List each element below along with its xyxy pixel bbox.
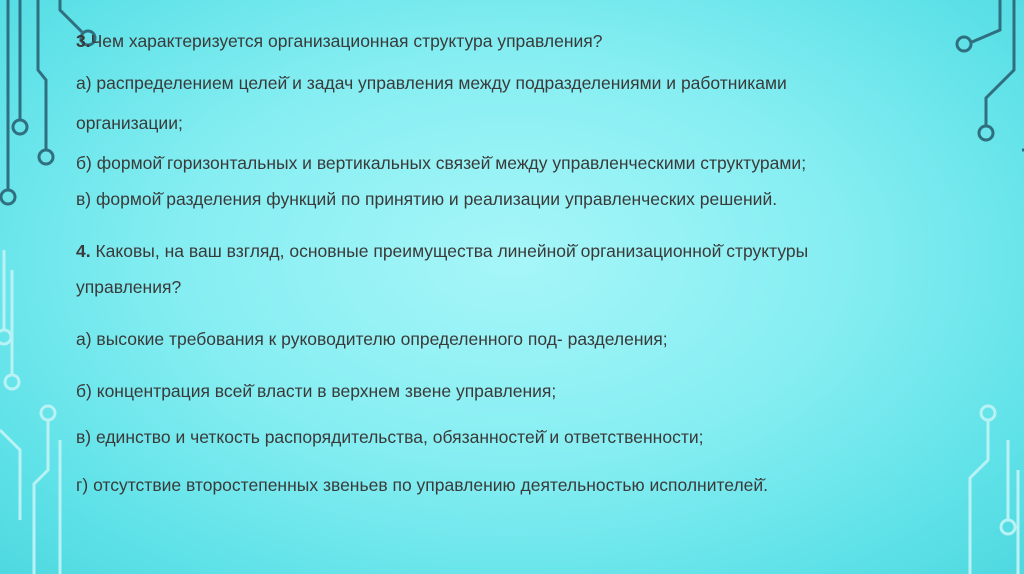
question-3-number: 3. [76,31,91,51]
question-3-text: Чем характеризуется организационная структура управления? [90,31,603,51]
question-4-text-cont: управления? [76,277,182,297]
question-3-option-b: б) формой̆ горизонтальных и вертикальных связей̆ между управленческими структурами; [76,153,807,173]
question-4-option-c: в) единство и четкость распорядительства, обязанностей̆ и ответственности; [76,427,704,447]
question-3-option-a-cont: организации; [76,113,183,133]
circuit-light-lines [0,250,1018,574]
question-4-option-b: б) концентрация всей̆ власти в верхнем звене управления; [76,381,557,401]
question-4-option-a: а) высокие требования к руководителю определенного под- разделения; [76,329,668,349]
question-4-number: 4. [76,241,91,261]
question-4-line [76,240,808,262]
question-4-option-d: г) отсутствие второстепенных звеньев по управлению деятельностью исполнителей̆. [76,475,769,495]
question-4-text: Каковы, на ваш взгляд, основные преимущества линейной̆ организационной̆ структуры [95,241,809,261]
question-3-option-a: а) распределением целей̆ и задач управления между подразделениями и работниками [76,73,787,93]
question-3-option-c: в) формой̆ разделения функций по принятию и реализации управленческих решений. [76,189,778,209]
question-3-line [76,30,603,52]
